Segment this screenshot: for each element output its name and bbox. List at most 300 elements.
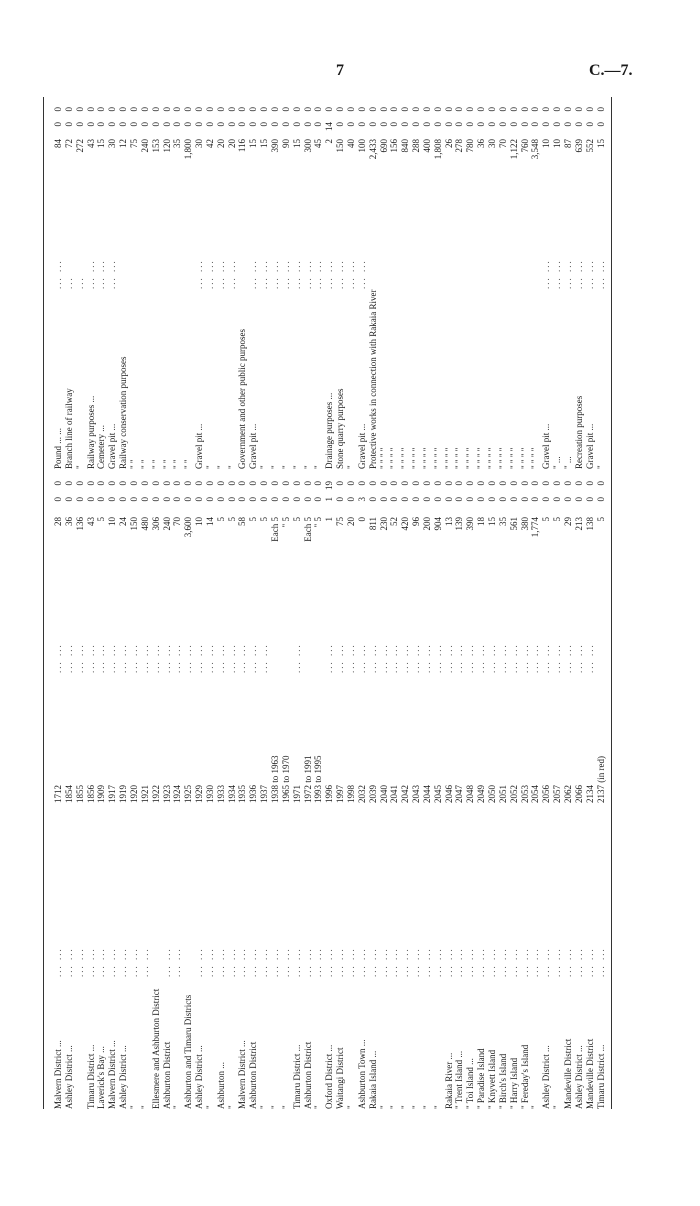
block-number-cell: 2048: [465, 785, 476, 803]
district-leader: ... ...: [107, 947, 118, 977]
table-row: [162, 97, 172, 1109]
area-roods-cell: 0: [541, 497, 552, 502]
area-perches-cell: 0: [465, 481, 476, 486]
value-shillings-cell: 0: [204, 122, 215, 127]
block-leader: ... ...: [335, 643, 346, 673]
purpose-leader: ... ...: [194, 259, 205, 289]
table-row: [53, 97, 63, 1109]
value-pounds-cell: 120: [161, 139, 172, 153]
block-number-cell: 1917: [107, 785, 118, 803]
block-number-cell: 1712: [53, 785, 63, 803]
area-acres-cell: 5: [291, 517, 302, 522]
purpose-leader: ... ...: [53, 259, 63, 289]
district-cell: " Toi Island ...: [465, 1058, 476, 1109]
area-roods-cell: 0: [194, 497, 205, 502]
purpose-cell: ": [204, 465, 215, 469]
area-acres-cell: 1,774: [530, 517, 541, 538]
district-leader: ... ...: [85, 947, 96, 977]
purpose-cell: " " " ": [487, 447, 497, 469]
district-leader: ... ...: [270, 947, 280, 977]
value-pence-cell: 0: [161, 107, 172, 112]
purpose-cell: ": [226, 465, 237, 469]
district-cell: Ashburton District: [302, 1041, 313, 1109]
district-leader: ... ...: [128, 947, 139, 977]
table-row: [476, 97, 486, 1109]
purpose-leader: ... ...: [562, 259, 573, 289]
value-pence-cell: 0: [280, 107, 291, 112]
purpose-cell: " " " ": [476, 447, 487, 469]
area-roods-cell: 0: [519, 497, 530, 502]
area-roods-cell: 1: [324, 497, 335, 502]
block-number-cell: 1936: [248, 785, 259, 803]
area-perches-cell: 0: [508, 481, 519, 486]
purpose-cell: " ": [128, 459, 139, 469]
purpose-cell: " " " ": [497, 447, 508, 469]
purpose-cell: ": [215, 465, 226, 469]
area-perches-cell: 0: [345, 481, 356, 486]
district-leader: ... ...: [313, 947, 324, 977]
value-pence-cell: 0: [270, 107, 280, 112]
area-roods-cell: 0: [150, 497, 161, 502]
table-row: [248, 97, 258, 1109]
district-leader: ... ...: [443, 947, 454, 977]
block-leader: ... ...: [118, 643, 129, 673]
value-shillings-cell: 0: [476, 122, 487, 127]
purpose-cell: Drainage purposes ...: [324, 392, 335, 469]
block-number-cell: 2057: [552, 785, 563, 803]
value-shillings-cell: 0: [356, 122, 367, 127]
table-row: [454, 97, 464, 1109]
area-perches-cell: 0: [497, 481, 508, 486]
value-pounds-cell: 15: [259, 139, 270, 148]
district-leader: ... ...: [573, 947, 584, 977]
district-leader: ... ...: [204, 947, 215, 977]
purpose-cell: " " " ": [400, 447, 411, 469]
table-row: [411, 97, 421, 1109]
page-number: 7: [336, 62, 344, 79]
block-number-cell: 2045: [432, 785, 443, 803]
block-number-cell: 2040: [378, 785, 389, 803]
value-pounds-cell: 278: [454, 139, 465, 153]
block-leader: ... ...: [443, 643, 454, 673]
block-leader: ... ...: [291, 643, 302, 673]
district-cell: " Fereday's Island: [519, 1044, 530, 1109]
area-acres-cell: 380: [519, 517, 530, 531]
purpose-cell: " " " ": [389, 447, 400, 469]
table-row: [574, 97, 584, 1109]
area-roods-cell: 0: [562, 497, 573, 502]
area-perches-cell: 0: [443, 481, 454, 486]
value-pounds-cell: 10: [552, 139, 563, 148]
area-perches-cell: 0: [432, 481, 443, 486]
area-roods-cell: 0: [280, 497, 291, 502]
area-perches-cell: 0: [172, 481, 183, 486]
purpose-cell: Gravel pit ...: [584, 423, 595, 469]
area-roods-cell: 0: [128, 497, 139, 502]
area-roods-cell: 0: [389, 497, 400, 502]
value-shillings-cell: 0: [541, 122, 552, 127]
value-shillings-cell: 0: [465, 122, 476, 127]
district-leader: ... ...: [302, 947, 313, 977]
purpose-leader: ... ...: [324, 259, 335, 289]
district-cell: Malvern District ...: [107, 1040, 118, 1109]
block-leader: ... ...: [53, 643, 63, 673]
district-cell: " Birch's Island: [497, 1053, 508, 1109]
value-shillings-cell: 0: [454, 122, 465, 127]
area-acres-cell: 1: [324, 517, 335, 522]
area-perches-cell: 0: [313, 481, 324, 486]
block-leader: ... ...: [128, 643, 139, 673]
purpose-cell: " ": [183, 459, 194, 469]
district-cell: Timaru District ...: [595, 1044, 606, 1109]
area-acres-cell: 139: [454, 517, 465, 531]
block-leader: ... ...: [508, 643, 519, 673]
area-acres-cell: 0: [356, 517, 367, 522]
table-row: [422, 97, 432, 1109]
block-leader: ... ...: [150, 643, 161, 673]
purpose-leader: ... ...: [259, 259, 270, 289]
district-cell: Ashburton Town ...: [356, 1039, 367, 1109]
district-leader: ... ...: [562, 947, 573, 977]
value-pence-cell: 0: [519, 107, 530, 112]
block-leader: ... ...: [183, 643, 194, 673]
block-number-cell: 2049: [476, 785, 487, 803]
district-leader: ... ...: [259, 947, 270, 977]
table-row: [596, 97, 606, 1109]
purpose-cell: " ": [161, 459, 172, 469]
value-shillings-cell: 0: [573, 122, 584, 127]
value-pounds-cell: 20: [215, 139, 226, 148]
area-perches-cell: 0: [96, 481, 107, 486]
area-acres-cell: 14: [204, 517, 215, 526]
purpose-leader: ... ...: [313, 259, 324, 289]
value-pence-cell: 0: [302, 107, 313, 112]
purpose-cell: " ...: [552, 456, 563, 469]
area-acres-cell: Each 5: [270, 517, 280, 542]
area-perches-cell: 0: [302, 481, 313, 486]
area-acres-cell: 96: [411, 517, 422, 526]
block-number-cell: 1920: [128, 785, 139, 803]
block-number-cell: 2054: [530, 785, 541, 803]
block-leader: ... ...: [107, 643, 118, 673]
table-row: [259, 97, 269, 1109]
purpose-leader: ... ...: [552, 259, 563, 289]
area-perches-cell: 0: [530, 481, 541, 486]
value-pence-cell: 0: [324, 107, 335, 112]
area-roods-cell: 0: [259, 497, 270, 502]
purpose-leader: ... ...: [356, 259, 367, 289]
area-roods-cell: 0: [204, 497, 215, 502]
district-leader: ... ...: [465, 947, 476, 977]
district-leader: ... ...: [139, 947, 150, 977]
value-pounds-cell: 100: [356, 139, 367, 153]
block-number-cell: 1921: [139, 785, 150, 803]
purpose-cell: Railway purposes ...: [85, 395, 96, 469]
district-leader: ... ...: [194, 947, 205, 977]
purpose-leader: ... ...: [335, 259, 346, 289]
block-leader: ... ...: [497, 643, 508, 673]
district-leader: ... ...: [345, 947, 356, 977]
value-shillings-cell: 0: [530, 122, 541, 127]
area-roods-cell: 0: [237, 497, 248, 502]
area-acres-cell: 5: [226, 517, 237, 522]
area-roods-cell: 0: [139, 497, 150, 502]
district-leader: ... ...: [291, 947, 302, 977]
area-perches-cell: 0: [389, 481, 400, 486]
table-row: [465, 97, 475, 1109]
value-pounds-cell: 15: [248, 139, 259, 148]
block-leader: ... ...: [367, 643, 378, 673]
value-pounds-cell: 75: [128, 139, 139, 148]
value-pounds-cell: 300: [302, 139, 313, 153]
value-pounds-cell: 116: [237, 139, 248, 153]
purpose-cell: " " " ": [411, 447, 422, 469]
purpose-cell: ": [270, 465, 280, 469]
purpose-leader: ... ...: [96, 259, 107, 289]
value-pence-cell: 0: [573, 107, 584, 112]
district-cell: Ashburton ...: [215, 1062, 226, 1109]
area-perches-cell: 0: [139, 481, 150, 486]
area-roods-cell: 0: [291, 497, 302, 502]
area-acres-cell: 811: [367, 517, 378, 531]
table-row: [487, 97, 497, 1109]
district-cell: Ashburton District: [161, 1041, 172, 1109]
value-pence-cell: 0: [204, 107, 215, 112]
area-acres-cell: 306: [150, 517, 161, 531]
value-pounds-cell: 12: [118, 139, 129, 148]
area-acres-cell: 15: [487, 517, 497, 526]
district-cell: Malvern District ...: [237, 1040, 248, 1109]
area-perches-cell: 0: [476, 481, 487, 486]
area-perches-cell: 0: [421, 481, 432, 486]
area-roods-cell: 0: [552, 497, 563, 502]
area-perches-cell: 0: [150, 481, 161, 486]
purpose-cell: " " " ": [530, 447, 541, 469]
block-leader: ... ...: [519, 643, 530, 673]
value-pence-cell: 0: [497, 107, 508, 112]
area-acres-cell: 230: [378, 517, 389, 531]
table-row: [227, 97, 237, 1109]
area-perches-cell: 0: [519, 481, 530, 486]
area-roods-cell: 0: [584, 497, 595, 502]
table-row: [151, 97, 161, 1109]
table-row: [509, 97, 519, 1109]
block-leader: ... ...: [85, 643, 96, 673]
purpose-cell: " " " ": [432, 447, 443, 469]
district-leader: ... ...: [432, 947, 443, 977]
district-cell: Ashley District ...: [541, 1045, 552, 1109]
value-pounds-cell: 40: [345, 139, 356, 148]
area-acres-cell: 561: [508, 517, 519, 531]
area-acres-cell: 136: [74, 517, 85, 531]
table-row: [389, 97, 399, 1109]
purpose-cell: ": [74, 465, 85, 469]
value-shillings-cell: 0: [552, 122, 563, 127]
block-number-cell: 2043: [411, 785, 422, 803]
table-row: [400, 97, 410, 1109]
district-leader: ... ...: [400, 947, 411, 977]
value-pounds-cell: 760: [519, 139, 530, 153]
area-acres-cell: 5: [215, 517, 226, 522]
district-leader: ... ...: [584, 947, 595, 977]
value-pounds-cell: 35: [172, 139, 183, 148]
block-number-cell: 2050: [487, 785, 497, 803]
value-shillings-cell: 0: [313, 122, 324, 127]
block-number-cell: 1937: [259, 785, 270, 803]
value-shillings-cell: 0: [367, 122, 378, 127]
purpose-cell: " ": [139, 459, 150, 469]
area-perches-cell: 0: [53, 481, 63, 486]
area-acres-cell: 3,600: [183, 517, 194, 538]
value-pounds-cell: 272: [74, 139, 85, 153]
value-pounds-cell: 84: [53, 139, 63, 148]
area-acres-cell: 213: [573, 517, 584, 531]
area-roods-cell: 0: [215, 497, 226, 502]
area-acres-cell: 138: [584, 517, 595, 531]
block-leader: ... ...: [204, 643, 215, 673]
purpose-cell: Railway conservation purposes: [118, 356, 129, 469]
value-pence-cell: 0: [291, 107, 302, 112]
table-row: [335, 97, 345, 1109]
table-row: [172, 97, 182, 1109]
area-acres-cell: 24: [118, 517, 129, 526]
district-leader: ... ...: [237, 947, 248, 977]
purpose-cell: ": [259, 465, 270, 469]
block-leader: ... ...: [432, 643, 443, 673]
value-shillings-cell: 0: [53, 122, 63, 127]
table-row: [444, 97, 454, 1109]
block-leader: ... ...: [584, 643, 595, 673]
value-pounds-cell: 15: [291, 139, 302, 148]
district-cell: Timaru District ...: [291, 1044, 302, 1109]
value-shillings-cell: 0: [96, 122, 107, 127]
district-leader: ... ...: [280, 947, 291, 977]
area-roods-cell: 0: [400, 497, 411, 502]
area-perches-cell: 0: [248, 481, 259, 486]
district-leader: ... ...: [595, 947, 606, 977]
area-perches-cell: 0: [226, 481, 237, 486]
block-number-cell: 2041: [389, 785, 400, 803]
value-shillings-cell: 0: [584, 122, 595, 127]
value-shillings-cell: 0: [150, 122, 161, 127]
area-perches-cell: 0: [400, 481, 411, 486]
value-pounds-cell: 87: [562, 139, 573, 148]
block-leader: ... ...: [215, 643, 226, 673]
block-number-cell: 1923: [161, 785, 172, 803]
value-pounds-cell: 390: [270, 139, 280, 153]
area-roods-cell: 0: [378, 497, 389, 502]
area-roods-cell: 0: [183, 497, 194, 502]
purpose-cell: " " " ": [454, 447, 465, 469]
table-row: [118, 97, 128, 1109]
table-row: [379, 97, 389, 1109]
value-pounds-cell: 552: [584, 139, 595, 153]
table-row: [433, 97, 443, 1109]
table-row: [216, 97, 226, 1109]
district-leader: ... ...: [53, 947, 63, 977]
district-leader: ... ...: [226, 947, 237, 977]
value-shillings-cell: 0: [172, 122, 183, 127]
block-leader: ... ...: [237, 643, 248, 673]
area-perches-cell: 0: [194, 481, 205, 486]
district-cell: ": [313, 1105, 324, 1109]
table-row: [498, 97, 508, 1109]
value-pounds-cell: 3,548: [530, 139, 541, 160]
area-roods-cell: 3: [356, 497, 367, 502]
value-pounds-cell: 840: [400, 139, 411, 153]
block-leader: ... ...: [487, 643, 497, 673]
table-row: [313, 97, 323, 1109]
purpose-cell: Gravel pit ...: [194, 423, 205, 469]
value-pence-cell: 0: [172, 107, 183, 112]
value-pence-cell: 0: [584, 107, 595, 112]
district-leader: ... ...: [74, 947, 85, 977]
block-leader: ... ...: [476, 643, 487, 673]
value-pence-cell: 0: [378, 107, 389, 112]
purpose-leader: ... ...: [302, 259, 313, 289]
value-shillings-cell: 0: [497, 122, 508, 127]
value-pence-cell: 0: [465, 107, 476, 112]
value-pounds-cell: 150: [335, 139, 346, 153]
table-row: [303, 97, 313, 1109]
area-acres-cell: " 5: [313, 517, 324, 528]
purpose-leader: ... ...: [107, 259, 118, 289]
block-leader: ... ...: [454, 643, 465, 673]
area-roods-cell: 0: [302, 497, 313, 502]
district-cell: Waitangi District: [335, 1047, 346, 1109]
purpose-leader: ...: [63, 276, 74, 289]
block-leader: ... ...: [259, 643, 270, 673]
value-shillings-cell: 0: [519, 122, 530, 127]
block-number-cell: 1993 to 1995: [313, 755, 324, 803]
area-acres-cell: 36: [63, 517, 74, 526]
block-leader: ... ...: [96, 643, 107, 673]
area-acres-cell: 52: [389, 517, 400, 526]
block-leader: ... ...: [573, 643, 584, 673]
area-roods-cell: 0: [432, 497, 443, 502]
value-shillings-cell: 0: [74, 122, 85, 127]
purpose-cell: " " " ": [443, 447, 454, 469]
value-shillings-cell: 0: [508, 122, 519, 127]
table-row: [552, 97, 562, 1109]
value-pounds-cell: 30: [487, 139, 497, 148]
block-leader: ... ...: [172, 643, 183, 673]
district-cell: ": [172, 1105, 183, 1109]
value-pence-cell: 0: [183, 107, 194, 112]
table-row: [357, 97, 367, 1109]
district-leader: ... ...: [96, 947, 107, 977]
area-roods-cell: 0: [367, 497, 378, 502]
block-number-cell: 2053: [519, 785, 530, 803]
district-cell: ": [411, 1105, 422, 1109]
value-pence-cell: 0: [128, 107, 139, 112]
district-cell: " Knyvett Island: [487, 1049, 497, 1109]
area-roods-cell: 0: [497, 497, 508, 502]
district-cell: ": [432, 1105, 443, 1109]
area-roods-cell: 0: [96, 497, 107, 502]
purpose-leader: ... ...: [541, 259, 552, 289]
area-roods-cell: 0: [53, 497, 63, 502]
purpose-cell: Gravel pit ...: [356, 423, 367, 469]
block-number-cell: 2042: [400, 785, 411, 803]
district-leader: ... ...: [389, 947, 400, 977]
area-roods-cell: 0: [313, 497, 324, 502]
value-shillings-cell: 0: [487, 122, 497, 127]
table-row: [75, 97, 85, 1109]
value-shillings-cell: 0: [107, 122, 118, 127]
value-shillings-cell: 0: [302, 122, 313, 127]
purpose-cell: ": [291, 465, 302, 469]
